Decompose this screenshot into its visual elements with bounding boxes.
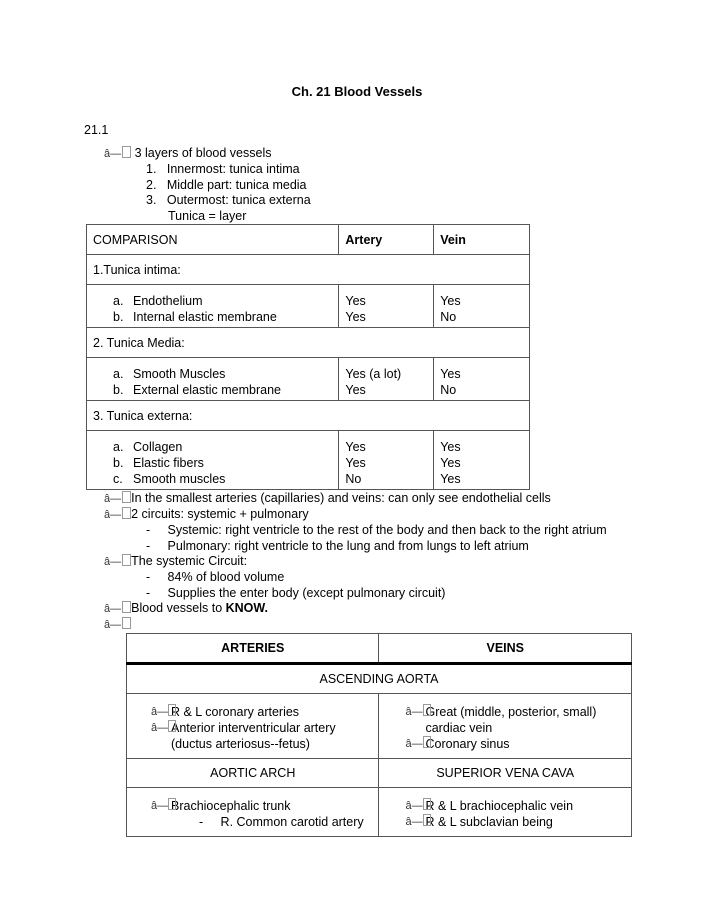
dash-item: - Systemic: right ventricle to the rest of the body and then back to the right atrium	[146, 523, 607, 537]
row-item: a. Collagen	[113, 440, 183, 454]
list-item: â— R & L coronary arteries	[151, 705, 300, 719]
row-item: b. External elastic membrane	[113, 383, 281, 397]
list-item: 1. Innermost: tunica intima	[146, 162, 300, 176]
bullet-marker-icon: â—	[104, 493, 131, 505]
section-row	[87, 255, 530, 285]
header-arteries: ARTERIES	[127, 634, 379, 664]
bullet-text: 2 circuits: systemic + pulmonary	[131, 507, 309, 521]
vessels-table	[126, 633, 632, 837]
vein-value: No	[440, 383, 457, 397]
section-superior-vena-cava: SUPERIOR VENA CAVA	[379, 759, 632, 788]
dash-item: - 84% of blood volume	[146, 570, 285, 584]
bullet-text: 3 layers of blood vessels	[134, 146, 272, 160]
bullet-know	[104, 600, 268, 617]
list-item: â— Coronary sinus	[405, 737, 510, 751]
list-item: 2. Middle part: tunica media	[146, 178, 307, 192]
table-header-row	[87, 225, 530, 255]
artery-value: Yes	[345, 440, 366, 454]
section-row	[87, 328, 530, 358]
section-row	[127, 664, 632, 694]
header-vein: Vein	[434, 225, 530, 255]
bullet-text-bold: KNOW.	[225, 601, 268, 615]
section-number: 21.1	[84, 123, 109, 137]
row-item: b. Elastic fibers	[113, 456, 204, 470]
list-item: â— Great (middle, posterior, small)	[405, 705, 597, 719]
vein-value: Yes	[440, 367, 461, 381]
bullet-marker-icon: â—	[104, 619, 131, 631]
table-row	[87, 358, 530, 401]
bullet-marker-icon: â—	[104, 509, 131, 521]
comparison-table	[86, 224, 530, 490]
dash-item: - R. Common carotid artery	[199, 815, 364, 829]
row-item: a. Endothelium	[113, 294, 203, 308]
artery-value: Yes	[345, 383, 366, 397]
header-comparison: COMPARISON	[87, 225, 339, 255]
bullet-text: In the smallest arteries (capillaries) and veins: can only see endothelial cells	[131, 491, 551, 505]
list-item: â— Anterior interventricular artery	[151, 721, 336, 735]
section-row	[87, 401, 530, 431]
section-row	[127, 759, 632, 788]
list-item: 3. Outermost: tunica externa	[146, 193, 311, 207]
list-item-cont: (ductus arteriosus--fetus)	[171, 737, 310, 751]
page-title: Ch. 21 Blood Vessels	[291, 84, 423, 99]
vein-value: Yes	[440, 472, 461, 486]
section-label: 2. Tunica Media:	[87, 328, 530, 358]
section-aortic-arch: AORTIC ARCH	[127, 759, 379, 788]
bullet-text: Blood vessels to	[131, 601, 226, 615]
bullet-marker-icon: â—	[104, 148, 131, 160]
bullet-marker-icon: â—	[104, 556, 131, 568]
header-veins: VEINS	[379, 634, 632, 664]
table-row	[127, 788, 632, 837]
table-row	[87, 431, 530, 490]
dash-item: - Pulmonary: right ventricle to the lung and from lungs to left atrium	[146, 539, 529, 553]
row-item: a. Smooth Muscles	[113, 367, 226, 381]
section-label: 3. Tunica externa:	[87, 401, 530, 431]
artery-value: Yes	[345, 294, 366, 308]
row-item: c. Smooth muscles	[113, 472, 226, 486]
vein-value: Yes	[440, 440, 461, 454]
bullet-circuits	[104, 506, 309, 523]
list-item: â— Brachiocephalic trunk	[151, 799, 291, 813]
bullet-text: The systemic Circuit:	[131, 554, 248, 568]
artery-value: Yes	[345, 310, 366, 324]
artery-value: Yes	[345, 456, 366, 470]
dash-item: - Supplies the enter body (except pulmonary circuit)	[146, 586, 446, 600]
table-row	[127, 694, 632, 759]
bullet-marker-icon: â—	[104, 603, 131, 615]
bullet-layers	[104, 145, 272, 162]
section-ascending-aorta: ASCENDING AORTA	[127, 664, 632, 694]
tunica-note: Tunica = layer	[168, 209, 247, 223]
vein-value: Yes	[440, 456, 461, 470]
header-artery: Artery	[339, 225, 434, 255]
artery-value: No	[345, 472, 362, 486]
artery-value: Yes (a lot)	[345, 367, 402, 381]
section-label: 1.Tunica intima:	[87, 255, 530, 285]
bullet-systemic	[104, 553, 247, 570]
table-header-row	[127, 634, 632, 664]
list-item: â— R & L subclavian being	[405, 815, 553, 829]
vein-value: Yes	[440, 294, 461, 308]
table-row	[87, 285, 530, 328]
row-item: b. Internal elastic membrane	[113, 310, 277, 324]
vein-value: No	[440, 310, 457, 324]
bullet-empty	[104, 616, 131, 633]
list-item: â— R & L brachiocephalic vein	[405, 799, 574, 813]
list-item-cont: cardiac vein	[425, 721, 493, 735]
bullet-capillaries	[104, 490, 551, 507]
